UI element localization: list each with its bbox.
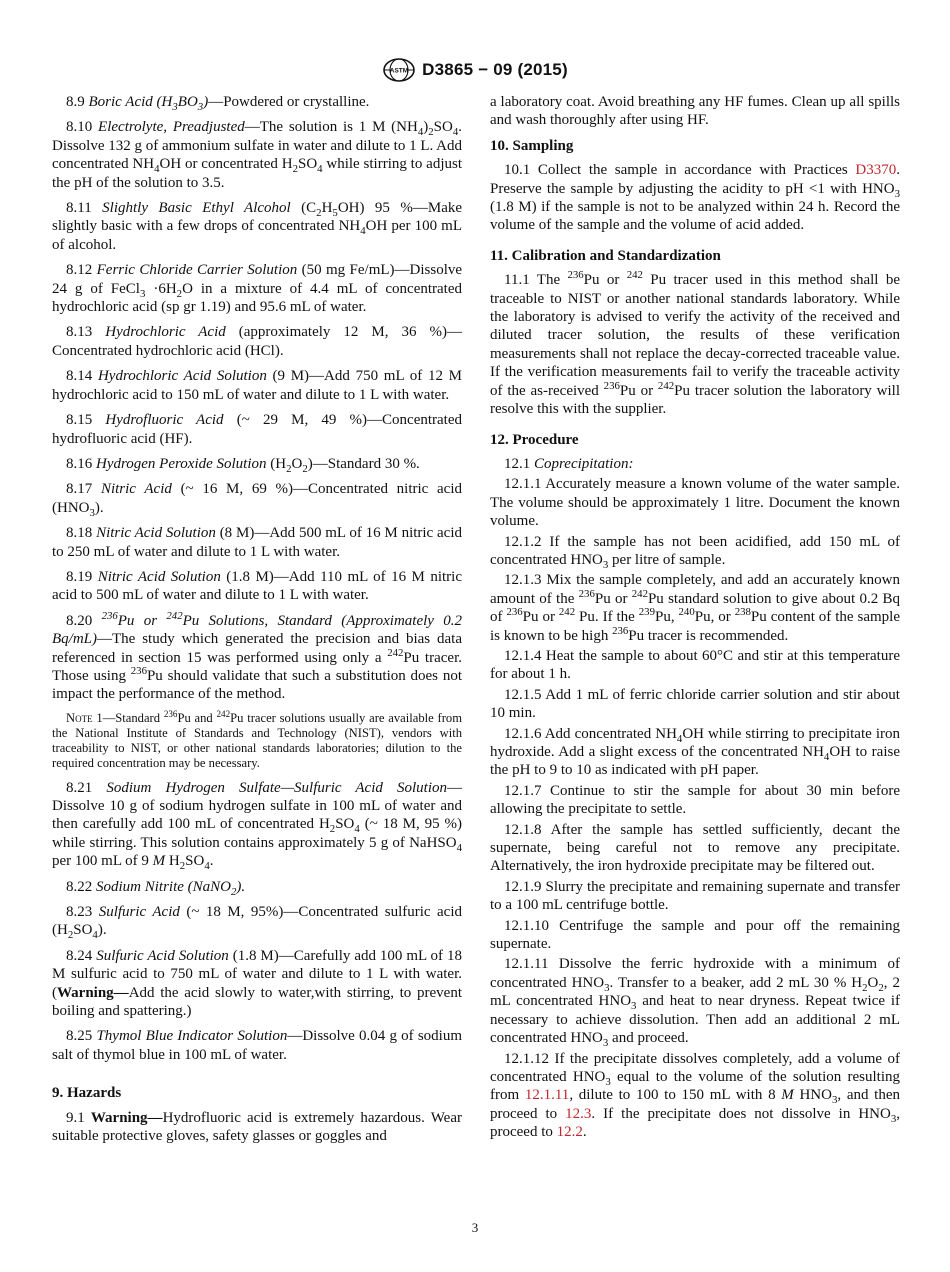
page-header (0, 56, 950, 84)
paragraph-8-17: 8.17 Nitric Acid (~ 16 M, 69 %)—Concentrated nitric acid $(HNO_3)$. (52, 481, 463, 519)
paragraph-12-1-12: 12.1.12 If the precipitate dissolves completely, add a volume of concentrated $HNO_3$ equal to the volume of the solution resulting from 12.1.11, dilute to 100 to 150 mL with 8 M $HNO_3$, and then proceed to 12.3. If the precipitate does not dissolve in $HNO_3$, proceed to 12.2. (490, 1050, 901, 1141)
paragraph-10-1: 10.1 Collect the sample in accordance with Practices D3370. Preserve the sample by adjusting the acidity to pH <1 with $HNO_3$ (1.8 M) if the sample is not to be analyzed within 24 h. Record the volume of the sample and the volume of acid added. (490, 162, 900, 234)
paragraph-12-1-6: 12.1.6 Add concentrated $NH_4OH$ while stirring to precipitate iron hydroxide. Add a slight excess of the concentrated $NH_4OH$ to raise the pH to 9 to 10 as indicated with pH paper. (490, 725, 900, 779)
section-heading-calibration: 11. Calibration and Standardization (490, 247, 721, 264)
paragraph-8-24: 8.24 Sulfuric Acid Solution (1.8 M)—Carefully add 100 mL of 18 M sulfuric acid to 750 mL of water and dilute to 1 L with water. (Warning—Add the acid slowly to water,with stirring, to prevent boiling and spattering.) (52, 947, 462, 1020)
paragraph-12-1: 12.1 Coprecipitation: (504, 455, 634, 472)
paragraph-8-16: 8.16 Hydrogen Peroxide Solution $(H_2O_2)—Standard$ 30 %. (66, 455, 420, 475)
paragraph-9-1-continued: a laboratory coat. Avoid breathing any HF fumes. Clean up all spills and wash thoroughly after using HF. (490, 94, 900, 129)
left-column (52, 93, 462, 1146)
paragraph-12-1-8: 12.1.8 After the sample has settled sufficiently, decant the supernate, being careful not to remove any precipitate. Alternatively, the iron hydroxide precipitate may be filtered out. (490, 821, 900, 875)
link-12-2[interactable]: 12.2 (556, 1124, 583, 1141)
section-heading-hazards: 9. Hazards (52, 1085, 122, 1102)
paragraph-12-1-3: 12.1.3 Mix the sample completely, and add an accurately known amount of the $^{236}$Pu or $^{242}$Pu standard solution to give about 0.2 Bq of $^{236}$Pu or $^{242}$ Pu. If the $^{239}$Pu, $^{240}$Pu, or $^{238}$Pu content of the sample is known to be high $^{236}$Pu tracer is recommended. (490, 572, 901, 644)
astm-logo-icon (382, 57, 416, 83)
paragraph-12-1-2: 12.1.2 If the sample has not been acidified, add 150 mL of concentrated $HNO_3$ per litre of sample. (490, 533, 900, 571)
link-d3370[interactable]: D3370 (855, 162, 897, 179)
paragraph-12-1-10: 12.1.10 Centrifuge the sample and pour off the remaining supernate. (490, 917, 901, 953)
paragraph-12-1-9: 12.1.9 Slurry the precipitate and remaining supernate and transfer to a 100 mL centrifuge bottle. (490, 878, 901, 914)
paragraph-12-1-4: 12.1.4 Heat the sample to about 60°C and stir at this temperature for about 1 h. (490, 647, 900, 683)
right-column (490, 93, 900, 1142)
section-heading-sampling: 10. Sampling (490, 137, 574, 154)
page-number: 3 (471, 1220, 479, 1235)
logo-text: ASTM (389, 67, 409, 75)
paragraph-9-1: 9.1 Warning—Hydrofluoric acid is extremely hazardous. Wear suitable protective gloves, safety glasses or goggles and (52, 1109, 462, 1145)
paragraph-8-22: 8.22 Sodium Nitrite (NaNO$_2$). (66, 878, 246, 898)
paragraph-12-1-5: 12.1.5 Add 1 mL of ferric chloride carrier solution and stir about 10 min. (490, 686, 900, 722)
paragraph-12-1-11: 12.1.11 Dissolve the ferric hydroxide with a minimum of concentrated $HNO_3$. Transfer to a beaker, add 2 mL 30 % $H_2O_2$, 2 mL concentrated $HNO_3$ and heat to near dryness. Repeat twice if necessary to achieve dissolution. Then add an additional 2 mL concentrated $HNO_3$ and proceed. (490, 956, 901, 1050)
paragraph-8-18: 8.18 Nitric Acid Solution (8 M)—Add 500 mL of 16 M nitric acid to 250 mL of water and dilute to 1 L with water. (52, 525, 463, 560)
paragraph-8-13: 8.13 Hydrochloric Acid (approximately 12 M, 36 %)—Concentrated hydrochloric acid (HCl). (52, 324, 462, 359)
paragraph-8-25: 8.25 Thymol Blue Indicator Solution—Dissolve 0.04 g of sodium salt of thymol blue in 100 mL of water. (52, 1028, 462, 1063)
paragraph-12-1-7: 12.1.7 Continue to stir the sample for about 30 min before allowing the precipitate to settle. (490, 782, 901, 818)
paragraph-8-21: 8.21 Sodium Hydrogen Sulfate—Sulfuric Acid Solution—Dissolve 10 g of sodium hydrogen sulfate in 100 mL of water and then carefully add 100 mL of concentrated $H_2SO_4$ (~ 18 M, 95 %) while stirring. This solution contains approximately 5 g of NaHSO$_4$ per 100 mL of 9 M $H_2SO_4$. (52, 779, 462, 873)
note-1: Note 1—Standard $^{236}$Pu and $^{242}$Pu tracer solutions usually are available from the National Institute of Standards and Technology (NIST), vendors with traceability to NIST, or other national standards laboratories; dilution to the required concentration may be necessary. (52, 708, 462, 771)
paragraph-8-10: 8.10 Electrolyte, Preadjusted—The solution is 1 M $(NH_4)_2SO_4$. Dissolve 132 g of ammonium sulfate in water and dilute to 1 L. Add concentrated $NH_4OH$ or concentrated $H_2SO_4$ while stirring to adjust the pH of the solution to 3.5. (52, 119, 463, 191)
paragraph-8-9: 8.9 Boric Acid $(H_3BO_3)—Powdered$ or crystalline. (66, 94, 370, 113)
paragraph-8-23: 8.23 Sulfuric Acid (~ 18 M, 95%)—Concentrated sulfuric acid $(H_2SO_4)$. (52, 904, 463, 942)
section-heading-procedure: 12. Procedure (490, 431, 579, 448)
document-designation: D3865 − 09 (2015) (422, 60, 568, 79)
paragraph-12-1-1: 12.1.1 Accurately measure a known volume of the water sample. The volume should be approximately 1 litre. Document the known volume. (490, 476, 900, 530)
paragraph-8-15: 8.15 Hydrofluoric Acid (~ 29 M, 49 %)—Concentrated hydrofluoric acid (HF). (52, 412, 462, 447)
link-12-1-11[interactable]: 12.1.11 (524, 1087, 570, 1104)
paragraph-8-20: 8.20 $^{236}$Pu or $^{242}$Pu Solutions, Standard (Approximately 0.2 Bq/mL)—The study which generated the precision and bias data referenced in section 15 was performed using only a $^{242}$Pu tracer. Those using $^{236}$Pu should validate that such a substitution does not impact the performance of the method. (52, 609, 463, 703)
paragraph-8-11: 8.11 Slightly Basic Ethyl Alcohol $(C_2H_5OH)$ 95 %—Make slightly basic with a few drops of concentrated $NH_4OH$ per 100 mL of alcohol. (52, 200, 463, 253)
paragraph-8-12: 8.12 Ferric Chloride Carrier Solution (50 mg Fe/mL)—Dissolve 24 g of FeCl$_3$ $\cdot 6H_2O$ in a mixture of 4.4 mL of concentrated hydrochloric acid (sp gr 1.19) and 95.6 mL of water. (52, 262, 463, 316)
paragraph-8-19: 8.19 Nitric Acid Solution (1.8 M)—Add 110 mL of 16 M nitric acid to 500 mL of water and dilute to 1 L with water. (52, 568, 462, 604)
link-12-3[interactable]: 12.3 (565, 1105, 592, 1122)
paragraph-8-14: 8.14 Hydrochloric Acid Solution (9 M)—Add 750 mL of 12 M hydrochloric acid to 150 mL of water and dilute to 1 L with water. (52, 368, 462, 403)
paragraph-11-1: 11.1 The $^{236}$Pu or $^{242}$ Pu tracer used in this method shall be traceable to NIST or another national standards laboratory. While the laboratory is advised to verify the activity of the received and diluted tracer solution, the results of these verification measurements shall not replace the decay-corrected traceable value. If the verification measurements fail to verify the traceable activity of the as-received $^{236}$Pu or $^{242}$Pu tracer solution the laboratory will resolve this with the supplier. (490, 269, 900, 418)
